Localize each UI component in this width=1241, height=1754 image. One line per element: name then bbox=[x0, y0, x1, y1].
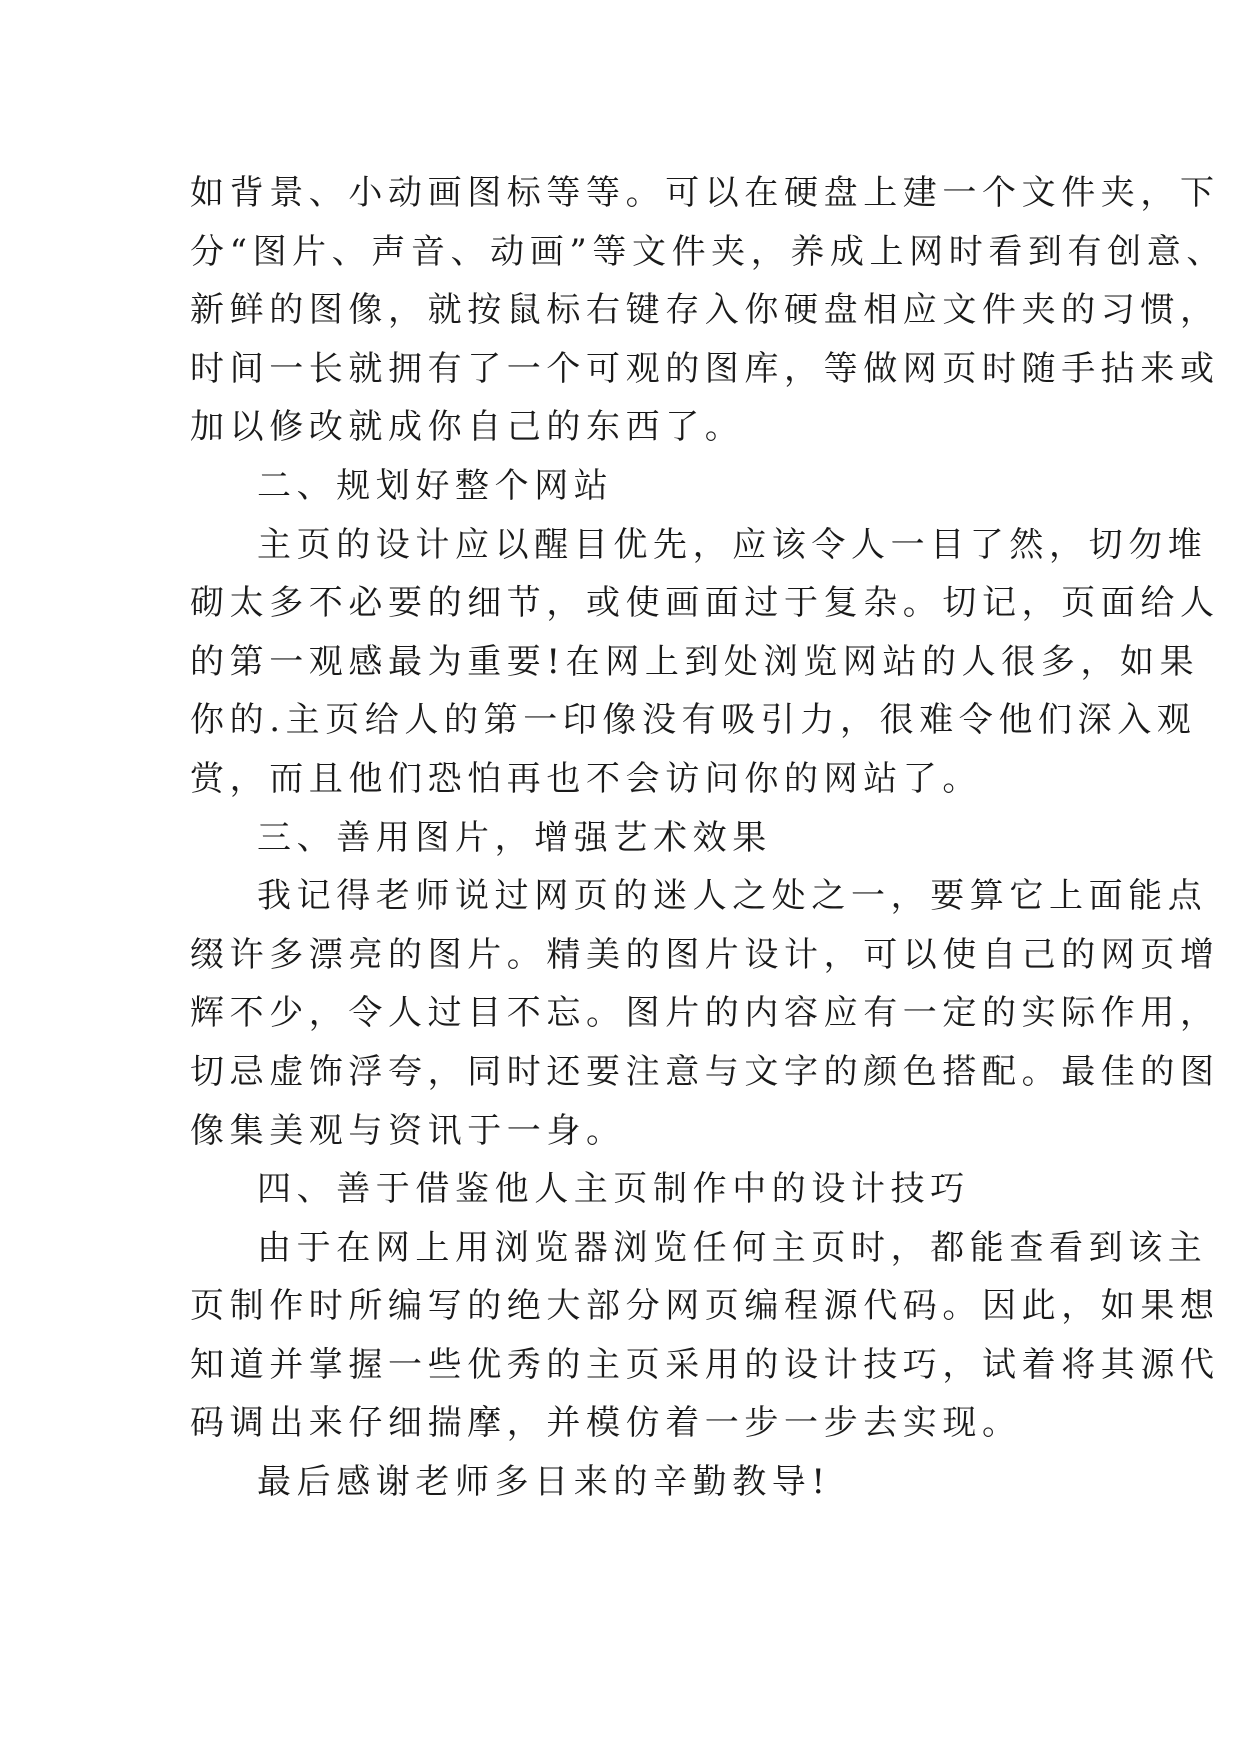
text-line: 辉不少，令人过目不忘。图片的内容应有一定的实际作用， bbox=[190, 993, 1220, 1034]
text-line: 时间一长就拥有了一个可观的图库，等做网页时随手拈来或 bbox=[190, 348, 1220, 389]
text-line: 由于在网上用浏览器浏览任何主页时，都能查看到该主 bbox=[257, 1227, 1208, 1268]
text-line: 你的.主页给人的第一印像没有吸引力，很难令他们深入观 bbox=[190, 700, 1197, 741]
text-line: 页制作时所编写的绝大部分网页编程源代码。因此，如果想 bbox=[190, 1286, 1220, 1327]
text-line: 加以修改就成你自己的东西了。 bbox=[190, 407, 745, 448]
text-line: 的第一观感最为重要!在网上到处浏览网站的人很多，如果 bbox=[190, 641, 1200, 682]
section-heading: 二、规划好整个网站 bbox=[257, 465, 614, 506]
text-line: 切忌虚饰浮夸，同时还要注意与文字的颜色搭配。最佳的图 bbox=[190, 1051, 1220, 1092]
text-line: 我记得老师说过网页的迷人之处之一，要算它上面能点 bbox=[257, 876, 1208, 917]
text-line: 知道并掌握一些优秀的主页采用的设计技巧，试着将其源代 bbox=[190, 1344, 1220, 1385]
text-line: 像集美观与资讯于一身。 bbox=[190, 1110, 626, 1151]
text-line: 砌太多不必要的细节，或使画面过于复杂。切记，页面给人 bbox=[190, 583, 1220, 624]
text-line: 主页的设计应以醒目优先，应该令人一目了然，切勿堆 bbox=[257, 524, 1208, 565]
text-line: 缀许多漂亮的图片。精美的图片设计，可以使自己的网页增 bbox=[190, 934, 1220, 975]
closing-line: 最后感谢老师多日来的辛勤教导! bbox=[257, 1462, 831, 1503]
text-line: 新鲜的图像，就按鼠标右键存入你硬盘相应文件夹的习惯， bbox=[190, 290, 1220, 331]
section-heading: 四、善于借鉴他人主页制作中的设计技巧 bbox=[257, 1169, 970, 1210]
text-line: 分“图片、声音、动画”等文件夹，养成上网时看到有创意、 bbox=[190, 231, 1226, 272]
document-body bbox=[190, 164, 1226, 1512]
section-heading: 三、善用图片，增强艺术效果 bbox=[257, 817, 772, 858]
text-line: 赏，而且他们恐怕再也不会访问你的网站了。 bbox=[190, 758, 982, 799]
text-line: 码调出来仔细揣摩，并模仿着一步一步去实现。 bbox=[190, 1403, 1022, 1444]
text-line: 如背景、小动画图标等等。可以在硬盘上建一个文件夹，下 bbox=[190, 173, 1220, 213]
